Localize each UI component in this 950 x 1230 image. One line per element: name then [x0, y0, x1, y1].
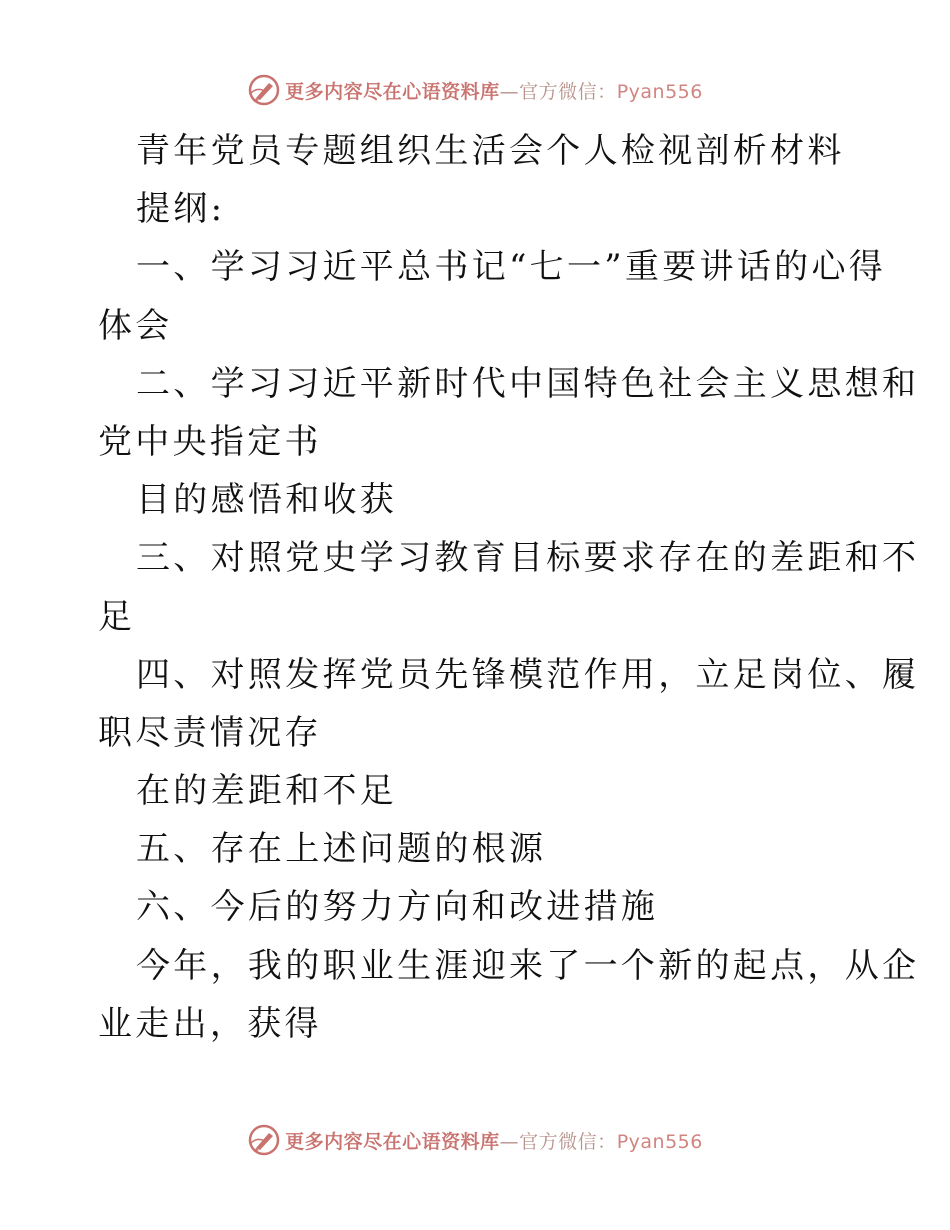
- watermark-separator: —: [499, 80, 520, 103]
- body-paragraph-cont: 业走出，获得: [98, 1003, 322, 1044]
- header-watermark: [0, 70, 950, 110]
- document-body: [98, 122, 920, 1053]
- watermark-separator: —: [499, 1130, 520, 1153]
- outline-item-4: 四、对照发挥党员先锋模范作用，立足岗位、履: [136, 654, 920, 695]
- outline-item-1: 一、学习习近平总书记“七一”重要讲话的心得: [136, 247, 887, 288]
- watermark-wechat-id: Pyan556: [616, 1130, 703, 1153]
- watermark-main: 更多内容尽在心语资料库: [285, 80, 500, 103]
- outline-heading: 提纲:: [136, 189, 226, 230]
- body-paragraph: 今年，我的职业生涯迎来了一个新的起点，从企: [136, 945, 920, 986]
- outline-item-4-cont: 职尽责情况存: [98, 712, 322, 753]
- outline-item-3: 三、对照党史学习教育目标要求存在的差距和不: [136, 538, 920, 579]
- outline-item-5: 五、存在上述问题的根源: [136, 829, 547, 870]
- watermark-text: [285, 1127, 703, 1154]
- outline-item-6: 六、今后的努力方向和改进措施: [136, 887, 659, 928]
- outline-item-3-cont: 足: [98, 596, 136, 637]
- pen-logo-icon: [247, 1123, 281, 1157]
- outline-item-2-cont-2: 目的感悟和收获: [136, 480, 398, 521]
- outline-item-1-cont: 体会: [98, 305, 173, 346]
- watermark-wechat-id: Pyan556: [616, 80, 703, 103]
- outline-item-4-cont-2: 在的差距和不足: [136, 771, 398, 812]
- outline-item-2: 二、学习习近平新时代中国特色社会主义思想和: [136, 363, 920, 404]
- outline-item-2-cont: 党中央指定书: [98, 421, 322, 462]
- document-title: 青年党员专题组织生活会个人检视剖析材料: [136, 131, 845, 171]
- pen-logo-icon: [247, 73, 281, 107]
- watermark-wechat-label: 官方微信：: [519, 1130, 617, 1153]
- watermark-main: 更多内容尽在心语资料库: [285, 1130, 500, 1153]
- watermark-text: [285, 77, 703, 104]
- footer-watermark: [0, 1120, 950, 1160]
- watermark-wechat-label: 官方微信：: [519, 80, 617, 103]
